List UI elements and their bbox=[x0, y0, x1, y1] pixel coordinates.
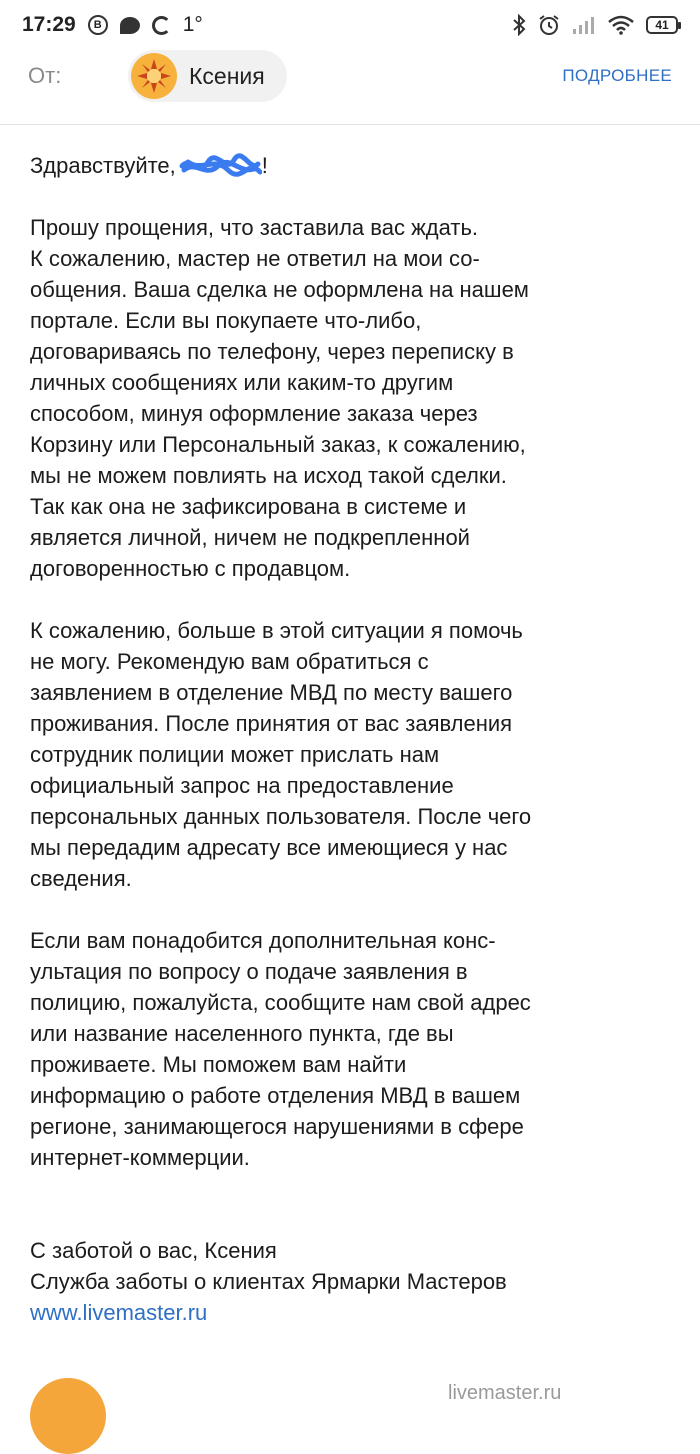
text-line: мы не можем повлиять на исход такой сделки. bbox=[30, 463, 507, 488]
text-line: ультация по вопросу о подаче заявления в bbox=[30, 959, 468, 984]
text-line: портале. Если вы покупаете что-либо, bbox=[30, 308, 422, 333]
text-line: Так как она не зафиксирована в системе и bbox=[30, 494, 467, 519]
signature-line: С заботой о вас, Ксения bbox=[30, 1238, 277, 1263]
text-line: личных сообщениях или каким-то другим bbox=[30, 370, 454, 395]
text-line: является личной, ничем не подкрепленной bbox=[30, 525, 470, 550]
text-line: мы передадим адресату все имеющиеся у нас bbox=[30, 835, 508, 860]
signature-block bbox=[30, 1235, 680, 1328]
text-line: официальный запрос на предоставление bbox=[30, 773, 454, 798]
greeting-exclamation: ! bbox=[261, 153, 268, 178]
text-line: не могу. Рекомендую вам обратиться с bbox=[30, 649, 429, 674]
text-line: заявлением в отделение МВД по месту вашего bbox=[30, 680, 513, 705]
paragraph-1 bbox=[30, 212, 680, 584]
battery-icon: 41 bbox=[646, 16, 678, 34]
livemaster-sun-icon bbox=[134, 56, 174, 96]
sender-avatar bbox=[131, 53, 177, 99]
wifi-icon bbox=[608, 15, 634, 35]
text-line: Корзину или Персональный заказ, к сожалению, bbox=[30, 432, 526, 457]
paragraph-3 bbox=[30, 925, 680, 1173]
message-bubble-icon bbox=[120, 17, 140, 34]
text-line: полицию, пожалуйста, сообщите нам свой адрес bbox=[30, 990, 531, 1015]
footer-domain: livemaster.ru bbox=[448, 1382, 562, 1404]
details-link[interactable]: ПОДРОБНЕЕ bbox=[562, 66, 672, 85]
signature-team: Служба заботы о клиентах Ярмарки Мастеров bbox=[30, 1269, 507, 1294]
text-line: К сожалению, мастер не ответил на мои со- bbox=[30, 246, 480, 271]
email-body bbox=[30, 150, 680, 1328]
alarm-icon bbox=[538, 14, 560, 36]
text-line: К сожалению, больше в этой ситуации я помочь bbox=[30, 618, 523, 643]
greeting-text: Здравствуйте, bbox=[30, 153, 176, 178]
text-line: проживания. После принятия от вас заявления bbox=[30, 711, 513, 736]
email-header bbox=[0, 48, 700, 104]
text-line: способом, минуя оформление заказа через bbox=[30, 401, 478, 426]
text-line: Если вам понадобится дополнительная конс- bbox=[30, 928, 496, 953]
text-line: или название населенного пункта, где вы bbox=[30, 1021, 454, 1046]
footer-logo bbox=[30, 1378, 106, 1454]
sender-chip[interactable] bbox=[128, 50, 287, 102]
greeting-line bbox=[30, 150, 680, 181]
text-line: Прошу прощения, что заставила вас ждать. bbox=[30, 215, 479, 240]
text-line: информацию о работе отделения МВД в вашем bbox=[30, 1083, 521, 1108]
signal-icon bbox=[572, 15, 596, 35]
temperature-label: 1° bbox=[182, 13, 203, 36]
sender-name: Ксения bbox=[189, 62, 265, 89]
text-line: сведения. bbox=[30, 866, 132, 891]
website-link[interactable]: www.livemaster.ru bbox=[30, 1300, 208, 1325]
text-line: договоренностью с продавцом. bbox=[30, 556, 351, 581]
redaction-scribble bbox=[178, 152, 262, 180]
text-line: договариваясь по телефону, через переписку в bbox=[30, 339, 514, 364]
paragraph-2 bbox=[30, 615, 680, 894]
text-line: проживаете. Мы поможем вам найти bbox=[30, 1052, 407, 1077]
text-line: общения. Ваша сделка не оформлена на нашем bbox=[30, 277, 529, 302]
sync-icon bbox=[152, 16, 171, 35]
status-time: 17:29 bbox=[22, 13, 76, 36]
bluetooth-icon bbox=[512, 14, 526, 36]
header-divider bbox=[0, 124, 700, 125]
text-line: сотрудник полиции может прислать нам bbox=[30, 742, 440, 767]
status-bar bbox=[0, 0, 700, 50]
from-label: От: bbox=[28, 63, 62, 88]
text-line: персональных данных пользователя. После чего bbox=[30, 804, 532, 829]
text-line: регионе, занимающегося нарушениями в сфере bbox=[30, 1114, 524, 1139]
vk-b-icon: B bbox=[88, 15, 108, 35]
text-line: интернет-коммерции. bbox=[30, 1145, 250, 1170]
